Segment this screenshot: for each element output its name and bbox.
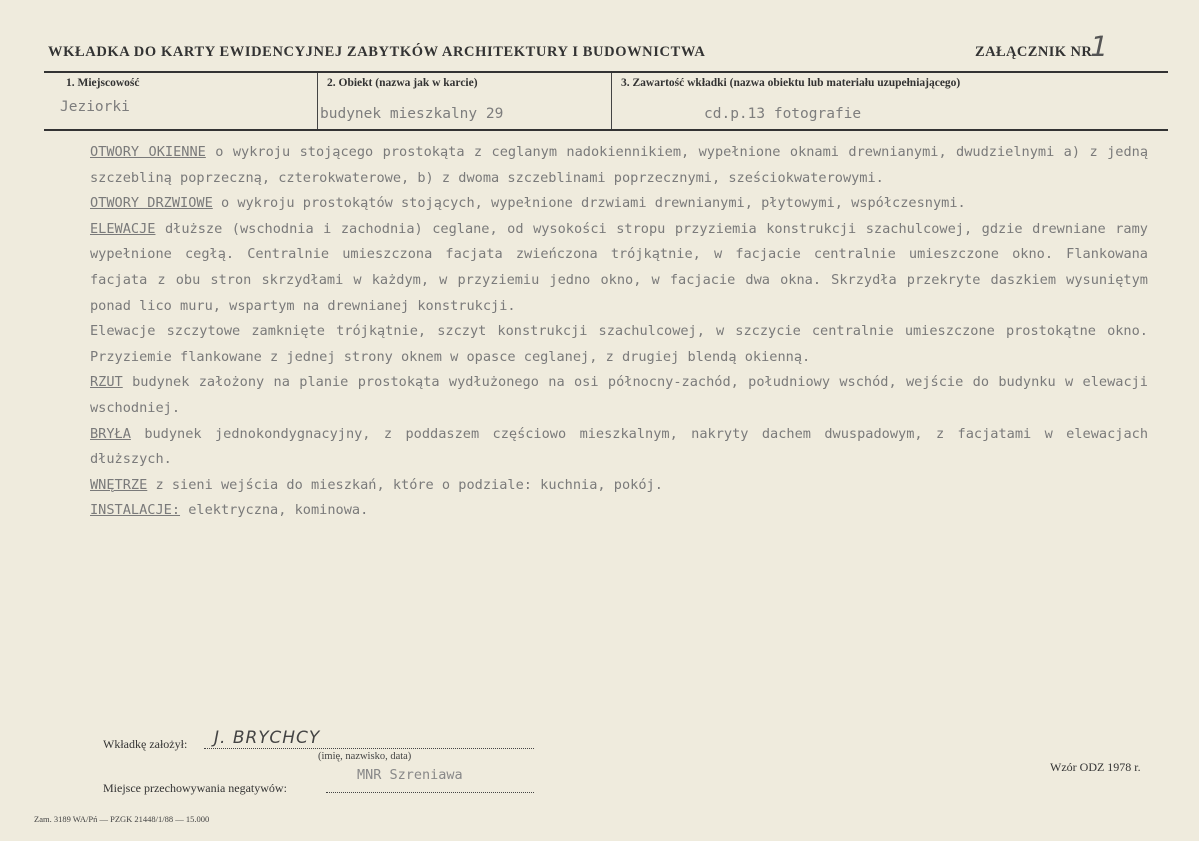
location-value: Jeziorki [60,99,130,115]
location-label: 1. Miejscowość [66,77,140,89]
negatives-location-value: MNR Szreniawa [357,767,463,783]
paragraph-interior [90,473,1148,499]
paragraph-elevations [90,217,1148,319]
text-interior: z sieni wejścia do mieszkań, które o podziale: kuchnia, pokój. [147,476,663,493]
field-divider [317,73,318,129]
paragraph-massing [90,422,1148,473]
object-value: budynek mieszkalny 29 [320,106,504,122]
negatives-dotted-line [326,792,534,793]
created-by-label: Wkładkę założył: [103,737,188,751]
negatives-location-label: Miejsce przechowywania negatywów: [103,781,287,795]
text-elevations: dłuższe (wschodnia i zachodnia) ceglane, od wysokości stropu przyziemia konstrukcji szachulcowej, gdzie drewniane ramy wypełnione cegłą. Centralnie umieszczona facjata zwieńczona trójkątnie, w facjacie centralnie umieszczone okno. Flankowana facjata z obu stron skrzydłami w każdym, w przyziemiu jedno okno, w facjacie dwa okna. Skrzydła przekryte daszkiem wysuniętym ponad lico muru, wspartym na drewnianej konstrukcji. [90,220,1148,314]
object-label: 2. Obiekt (nazwa jak w karcie) [327,77,478,89]
keyword-doors: OTWORY DRZWIOWE [90,195,213,212]
keyword-interior: WNĘTRZE [90,476,148,493]
paragraph-installations [90,498,1148,524]
keyword-massing: BRYŁA [90,425,131,442]
text-massing: budynek jednokondygnacyjny, z poddaszem częściowo mieszkalnym, nakryty dachem dwuspadowym, z facjatami w elewacjach dłuższych. [90,425,1148,468]
contents-value: cd.p.13 fotografie [704,106,862,122]
description-body [90,140,1148,524]
keyword-installations: INSTALACJE: [90,502,181,519]
field-divider [611,73,612,129]
text-windows: o wykroju stojącego prostokąta z ceglanym nadokiennikiem, wypełnione oknami drewnianymi, dwudzielnymi a) z jedną szczebliną poprzeczną, czterokwaterowe, b) z dwoma szczeblinami poprzecznymi, sześciokwaterowymi. [90,144,1149,186]
text-installations: elektryczna, kominowa. [180,502,369,519]
created-by-signature: J. BRYCHCY [214,728,321,748]
text-gable-elevations: Elewacje szczytowe zamknięte trójkątnie, szczyt konstrukcji szachulcowej, w szczycie centralnie umieszczone prostokątne okno. Przyziemie flankowane z jednej strony oknem w opasce ceglanej, z drugiej blendą okienną. [90,323,1148,365]
text-plan: budynek założony na planie prostokąta wydłużonego na osi północny-zachód, południowy wschód, wejście do budynku w elewacji wschodniej. [90,374,1148,416]
keyword-elevations: ELEWACJE [90,220,156,237]
contents-label: 3. Zawartość wkładki (nazwa obiektu lub materiału uzupełniającego) [621,77,961,89]
paragraph-windows [90,140,1148,191]
attachment-label: ZAŁĄCZNIK NR [975,44,1093,60]
paragraph-gable-elevations [90,319,1148,370]
created-by-hint: (imię, nazwisko, data) [318,751,412,762]
keyword-plan: RZUT [90,374,123,391]
paragraph-doors [90,191,1148,217]
text-doors: o wykroju prostokątów stojących, wypełnione drzwiami drewnianymi, płytowymi, współczesnymi. [212,195,966,212]
header-rule [44,71,1168,73]
form-title: WKŁADKA DO KARTY EWIDENCYJNEJ ZABYTKÓW ARCHITEKTURY I BUDOWNICTWA [48,44,706,60]
template-reference: Wzór ODZ 1978 r. [1050,760,1141,774]
created-by-dotted-line [204,748,534,749]
paragraph-plan [90,370,1148,421]
print-order-reference: Zam. 3189 WA/Pń — PZGK 21448/1/88 — 15.000 [34,814,210,824]
attachment-number: 1 [1086,30,1112,63]
fields-rule [44,129,1168,131]
keyword-windows: OTWORY OKIENNE [90,144,206,160]
